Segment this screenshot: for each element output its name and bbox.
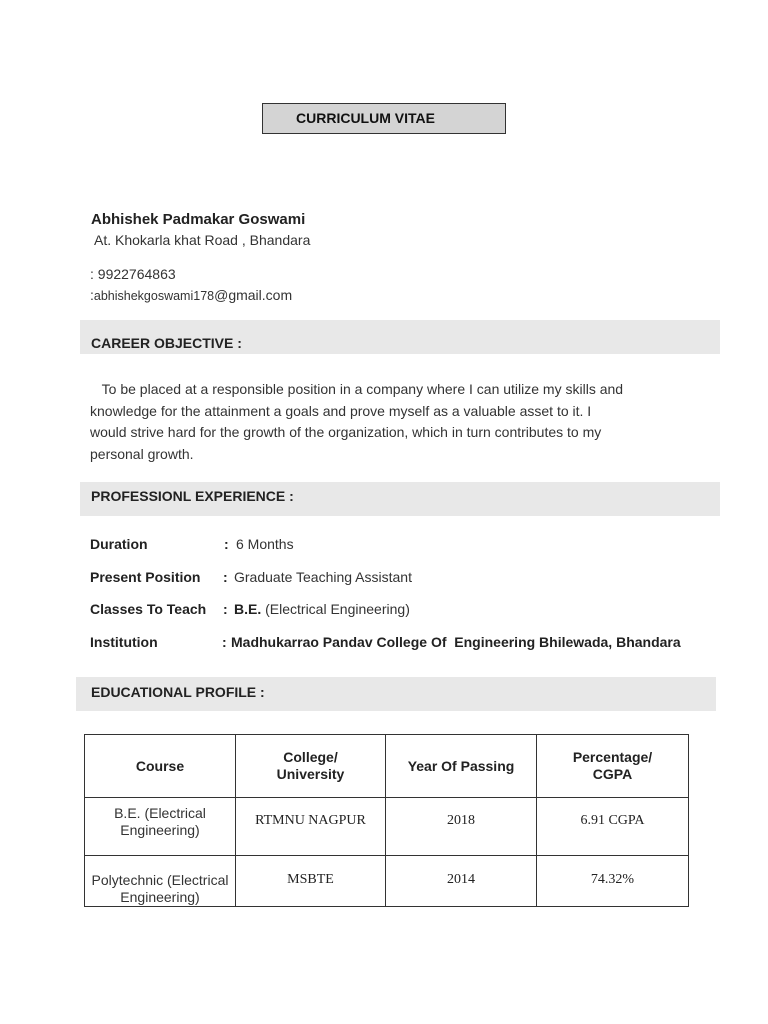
table-cell: Polytechnic (Electrical Engineering)	[85, 856, 236, 907]
table-cell: MSBTE	[236, 856, 386, 907]
table-row	[85, 856, 689, 907]
candidate-phone: : 9922764863	[90, 266, 176, 282]
experience-value-bold: B.E.	[234, 601, 262, 617]
experience-row-institution	[90, 634, 730, 654]
experience-colon: :	[223, 569, 228, 585]
table-header-row	[85, 735, 689, 798]
experience-colon: :	[224, 536, 229, 552]
column-header: Course	[85, 735, 236, 798]
candidate-name: Abhishek Padmakar Goswami	[91, 211, 306, 228]
career-objective-text: To be placed at a responsible position in a company where I can utilize my skills and knowledge for the attainment a goals and prove myself as a valuable asset to it. I would strive hard for the growth of the organization, which in turn contributes to my personal growth.	[90, 381, 627, 462]
education-table	[84, 734, 689, 907]
experience-value	[231, 634, 681, 650]
table-cell: 2018	[386, 798, 537, 856]
column-header: Year Of Passing	[386, 735, 537, 798]
table-cell: B.E. (Electrical Engineering)	[85, 798, 236, 856]
table-cell: RTMNU NAGPUR	[236, 798, 386, 856]
email-prefix: :	[90, 287, 94, 303]
experience-label: Present Position	[90, 569, 201, 585]
career-objective-heading: CAREER OBJECTIVE :	[80, 320, 720, 354]
experience-value: 6 Months	[236, 536, 294, 552]
experience-label: Classes To Teach	[90, 601, 207, 617]
table-cell: 6.91 CGPA	[537, 798, 689, 856]
experience-label: Institution	[90, 634, 158, 650]
table-cell: 74.32%	[537, 856, 689, 907]
experience-row-duration	[90, 536, 730, 556]
experience-value-bold: Madhukarrao Pandav College Of Engineering Bhilewada, Bhandara	[231, 634, 681, 650]
experience-row-position	[90, 569, 730, 589]
cv-title: CURRICULUM VITAE	[262, 103, 506, 134]
table-cell: 2014	[386, 856, 537, 907]
education-heading: EDUCATIONAL PROFILE :	[76, 677, 716, 711]
experience-label: Duration	[90, 536, 148, 552]
experience-value-rest: (Electrical Engineering)	[261, 601, 410, 617]
email-user: abhishekgoswami178	[93, 289, 215, 303]
candidate-address: At. Khokarla khat Road , Bhandara	[94, 232, 311, 248]
experience-colon: :	[222, 634, 227, 650]
email-domain: @gmail.com	[214, 287, 293, 303]
experience-heading: PROFESSIONL EXPERIENCE :	[80, 482, 720, 516]
experience-value	[234, 601, 410, 617]
experience-colon: :	[223, 601, 228, 617]
column-header: Percentage/ CGPA	[537, 735, 689, 798]
candidate-email[interactable]	[90, 287, 292, 303]
experience-row-classes	[90, 601, 730, 621]
table-row	[85, 798, 689, 856]
experience-value: Graduate Teaching Assistant	[234, 569, 412, 585]
column-header: College/ University	[236, 735, 386, 798]
